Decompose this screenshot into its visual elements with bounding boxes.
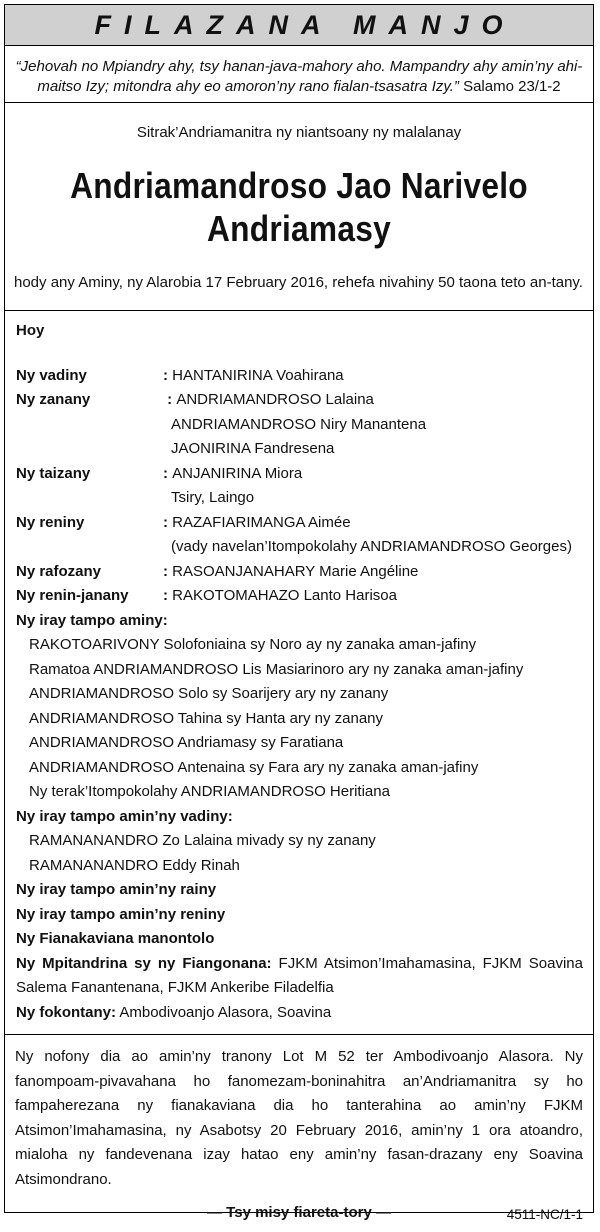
funeral-notice: Ny nofony dia ao amin’ny tranony Lot M 52 ter Ambodivoanjo Alasora. Ny fanompoam-pivavahana ho fanomezam-boninahitra an’Andriamanitra sy ho fampaherezana ny fianakaviana dia ho tanterahina ao amin’ny FJKM Atsimon’Imahamasina, ny Asabotsy 20 February 2016, amin’ny 1 ora atoandro, mialoha ny fandevenana izay hatao eny amin’ny fasan-drazany eny Soavina Atsimondrano. <box>15 1048 583 1188</box>
relative-label: Ny reniny <box>16 513 85 531</box>
obituary-notice <box>4 4 594 1222</box>
church-text: FJKM Atsimon’Imahamasina, FJKM Soavina Salema Fanantenana, FJKM Ankeribe Filadelfia <box>16 954 583 996</box>
list-item: ANDRIAMANDROSO Solo sy Soarijery ary ny zanany <box>29 685 389 702</box>
relative-value: ANDRIAMANDROSO Lalaina <box>176 391 374 408</box>
church-line <box>16 952 593 1001</box>
relative-value: Tsiry, Laingo <box>171 489 255 506</box>
relative-row: Ny reniny : RAZAFIARIMANGA Aimée <box>16 511 593 536</box>
hoy-label: Hoy <box>16 322 45 339</box>
deceased-name <box>40 164 557 250</box>
relative-row: Ny zanany : ANDRIAMANDROSO Lalaina <box>16 388 593 413</box>
closing-text: — Tsy misy fiareta-tory — <box>207 1204 391 1221</box>
family-list <box>5 319 593 1025</box>
spouse-siblings-heading: Ny iray tampo amin’ny vadiny: <box>16 807 233 825</box>
relative-row: Ny vadiny : HANTANIRINA Voahirana <box>16 364 593 389</box>
list-item: ANDRIAMANDROSO Andriamasy sy Faratiana <box>29 734 344 751</box>
list-item: RAKOTOARIVONY Solofoniaina sy Noro ay ny zanaka aman-jafiny <box>29 636 477 653</box>
relative-value: ANJANIRINA Miora <box>172 464 303 482</box>
family-heading: Ny iray tampo amin’ny reniny <box>16 905 226 923</box>
list-item: RAMANANANDRO Zo Lalaina mivady sy ny zanany <box>29 832 376 849</box>
verse-reference: Salamo 23/1-2 <box>458 78 561 95</box>
deceased-name-line1: Andriamandroso Jao Narivelo <box>70 165 528 206</box>
relative-value: RAKOTOMAHAZO Lanto Harisoa <box>172 587 397 604</box>
church-label: Ny Mpitandrina sy ny Fiangonana: <box>16 954 272 972</box>
relative-value: ANDRIAMANDROSO Niry Manantena <box>171 415 427 433</box>
relative-value: JAONIRINA Fandresena <box>171 440 335 457</box>
deceased-name-line2: Andriamasy <box>206 208 392 249</box>
divider-rule <box>5 310 593 311</box>
death-notice: hody any Aminy, ny Alarobia 17 February 2016, rehefa nivahiny 50 taona teto an-tany. <box>14 274 583 291</box>
notice-footer <box>5 1202 593 1232</box>
list-item: RAMANANANDRO Eddy Rinah <box>29 856 240 874</box>
relative-row: Ny rafozany : RASOANJANAHARY Marie Angéline <box>16 560 593 585</box>
relative-label: Ny rafozany <box>16 562 102 580</box>
list-item: Ramatoa ANDRIAMANDROSO Lis Masiarinoro ary ny zanaka aman-jafiny <box>29 660 524 678</box>
notice-title: FILAZANA MANJO <box>94 10 516 40</box>
family-heading: Ny Fianakaviana manontolo <box>16 930 215 947</box>
family-heading: Ny iray tampo amin’ny rainy <box>16 881 217 898</box>
relative-value: RASOANJANAHARY Marie Angéline <box>172 562 419 580</box>
siblings-heading: Ny iray tampo aminy: <box>16 611 168 629</box>
intro-text: Sitrak’Andriamanitra ny niantsoany ny malalanay <box>136 124 462 141</box>
bible-verse <box>5 46 593 102</box>
fokontany-text: Ambodivoanjo Alasora, Soavina <box>116 1003 332 1021</box>
relative-value: (vady navelan’Itompokolahy ANDRIAMANDROSO Georges) <box>171 538 572 555</box>
verse-text: “Jehovah no Mpiandry ahy, tsy hanan-java-mahory aho. Mampandry ahy amin’ny ahi-maitso Izy; mitondra ahy eo amoron’ny rano fialan-tsasatra Izy.” <box>15 58 583 95</box>
notice-header <box>5 5 593 46</box>
relative-row: Ny renin-janany : RAKOTOMAHAZO Lanto Harisoa <box>16 584 593 609</box>
divider-rule <box>5 102 593 103</box>
relative-label: Ny taizany <box>16 464 91 482</box>
relative-label: Ny vadiny <box>16 366 87 384</box>
reference-code: 4511-NC/1-1 <box>506 1207 583 1222</box>
list-item: ANDRIAMANDROSO Antenaina sy Fara ary ny zanaka aman-jafiny <box>29 758 479 776</box>
relative-label: Ny renin-janany <box>16 587 129 604</box>
relative-value: RAZAFIARIMANGA Aimée <box>172 513 351 531</box>
relative-label: Ny zanany <box>16 391 91 408</box>
relative-row: Ny taizany : ANJANIRINA Miora <box>16 462 593 487</box>
fokontany-label: Ny fokontany: <box>16 1003 117 1021</box>
fokontany-line <box>16 1001 593 1026</box>
list-item: ANDRIAMANDROSO Tahina sy Hanta ary ny zanany <box>29 709 384 727</box>
relative-value: HANTANIRINA Voahirana <box>172 366 344 384</box>
list-item: Ny terak’Itompokolahy ANDRIAMANDROSO Heritiana <box>29 783 390 800</box>
